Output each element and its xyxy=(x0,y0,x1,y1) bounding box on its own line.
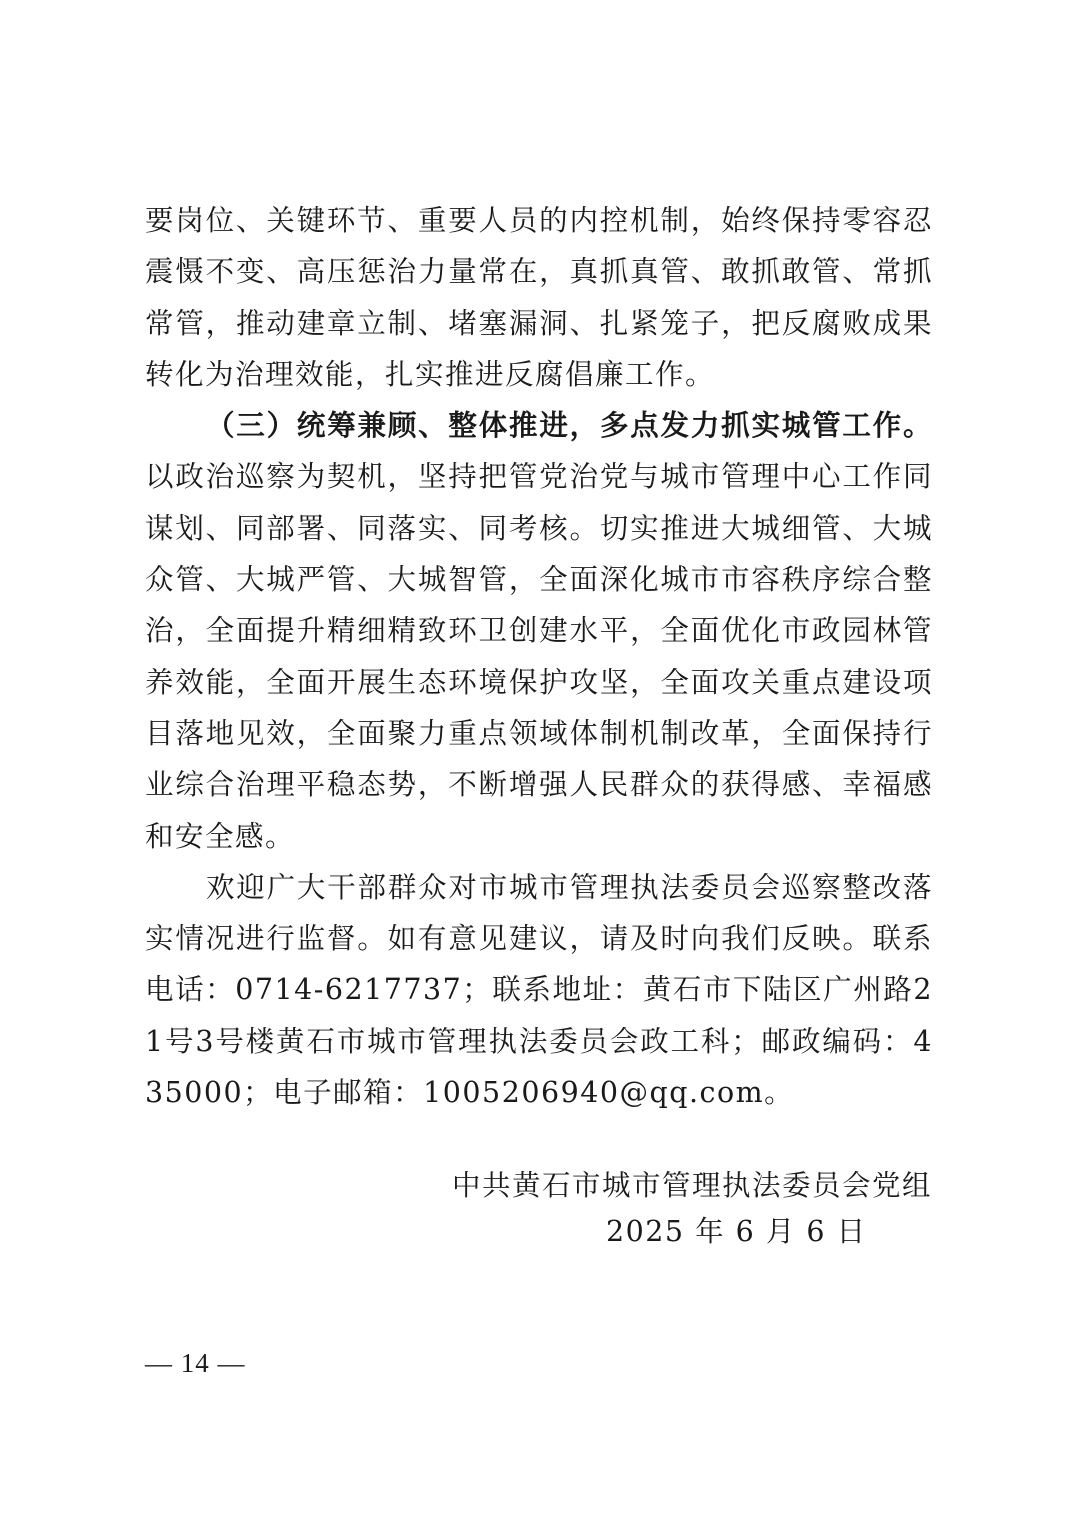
section-heading: （三）统筹兼顾、整体推进，多点发力抓实城管工作。 xyxy=(206,408,933,443)
paragraph-section-three xyxy=(145,400,933,862)
section-body: 以政治巡察为契机，坚持把管党治党与城市管理中心工作同谋划、同部署、同落实、同考核。切实推进大城细管、大城众管、大城严管、大城智管，全面深化城市市容秩序综合整治，全面提升精细精致环卫创建水平，全面优化市政园林管养效能，全面开展生态环境保护攻坚，全面攻关重点建设项目落地见效，全面聚力重点领域体制机制改革，全面保持行业综合治理平稳态势，不断增强人民群众的获得感、幸福感和安全感。 xyxy=(145,460,933,853)
paragraph-contact: 欢迎广大干部群众对市城市管理执法委员会巡察整改落实情况进行监督。如有意见建议，请及时向我们反映。联系电话：0714-6217737；联系地址：黄石市下陆区广州路21号3号楼黄石市城市管理执法委员会政工科；邮政编码：435000；电子邮箱：1005206940@qq.com。 xyxy=(145,870,933,1110)
paragraph-continuation: 要岗位、关键环节、重要人员的内控机制，始终保持零容忍震慑不变、高压惩治力量常在，真抓真管、敢抓敢管、常抓常管，推动建章立制、堵塞漏洞、扎紧笼子，把反腐败成果转化为治理效能，扎实推进反腐倡廉工作。 xyxy=(145,204,933,391)
signature-date: 2025 年 6 月 6 日 xyxy=(606,1215,867,1248)
signature-organization: 中共黄石市城市管理执法委员会党组 xyxy=(451,1169,932,1202)
document-body xyxy=(145,195,933,1118)
page-number: — 14 — xyxy=(145,1348,246,1378)
